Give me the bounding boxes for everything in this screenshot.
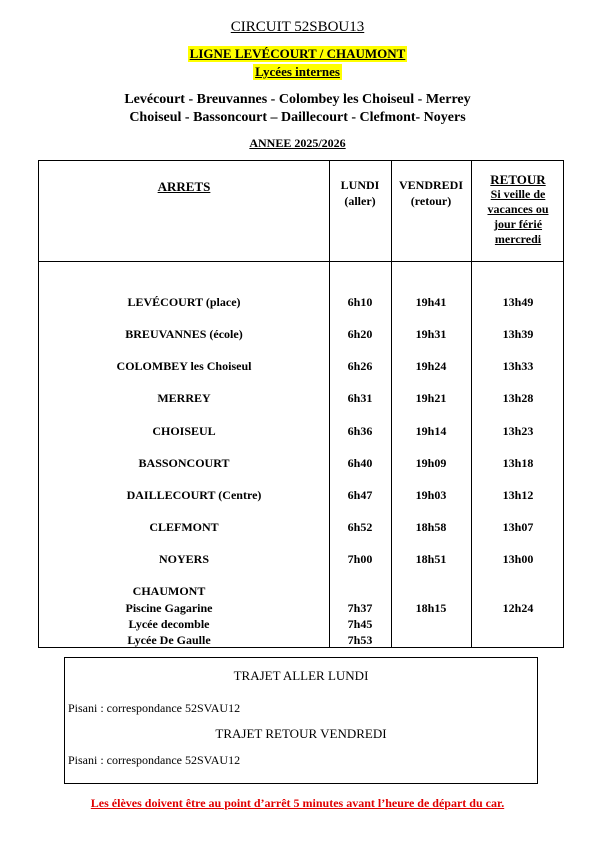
stop-name: COLOMBEY les Choiseul xyxy=(116,359,252,373)
line-audience: Lycées internes xyxy=(255,64,340,79)
arrival-warning: Les élèves doivent être au point d’arrêt 5 minutes avant l’heure de départ du car. xyxy=(90,796,505,810)
time-vendredi: 19h41 xyxy=(415,295,447,309)
time-lundi: 6h10 xyxy=(347,295,373,309)
time-retour: 13h12 xyxy=(502,488,534,502)
time-retour: 13h39 xyxy=(502,327,534,341)
time-vendredi: 18h51 xyxy=(415,552,447,566)
connections-box xyxy=(64,657,538,784)
time-retour-chaumont: 12h24 xyxy=(502,601,534,615)
time-lundi-decomble: 7h45 xyxy=(347,617,373,631)
line-name: LIGNE LEVÉCOURT / CHAUMONT xyxy=(189,46,406,61)
aller-title: TRAJET ALLER LUNDI xyxy=(233,668,369,683)
stop-sub-lycee-decomble: Lycée decomble xyxy=(128,617,210,631)
time-retour: 13h07 xyxy=(502,520,534,534)
header-lundi-label: LUNDI xyxy=(340,178,380,192)
header-retour-note-3: jour férié xyxy=(493,217,543,231)
time-lundi: 6h47 xyxy=(347,488,373,502)
school-year: ANNEE 2025/2026 xyxy=(249,136,346,150)
time-vendredi: 19h24 xyxy=(415,359,447,373)
time-lundi: 6h36 xyxy=(347,424,373,438)
time-vendredi: 19h14 xyxy=(415,424,447,438)
header-retour xyxy=(471,172,565,247)
stop-name: BREUVANNES (école) xyxy=(125,327,243,341)
stop-name: CLEFMONT xyxy=(149,520,219,534)
time-vendredi: 19h21 xyxy=(415,391,447,405)
table-row xyxy=(39,423,565,439)
time-retour: 13h49 xyxy=(502,295,534,309)
time-vendredi: 19h03 xyxy=(415,488,447,502)
line-heading xyxy=(0,45,595,63)
time-retour: 13h28 xyxy=(502,391,534,405)
stop-name-chaumont: CHAUMONT xyxy=(132,584,206,598)
time-vendredi: 19h09 xyxy=(415,456,447,470)
header-retour-note-2: vacances ou xyxy=(487,202,549,216)
table-row xyxy=(39,455,565,471)
table-row xyxy=(39,551,565,567)
header-retour-note-1: Si veille de xyxy=(490,187,546,201)
table-row xyxy=(39,390,565,406)
table-row xyxy=(39,487,565,503)
time-lundi: 7h00 xyxy=(347,552,373,566)
header-retour-label: RETOUR xyxy=(490,172,546,187)
schedule-table xyxy=(38,160,564,648)
time-lundi-piscine: 7h37 xyxy=(347,601,373,615)
stop-name: BASSONCOURT xyxy=(138,456,230,470)
header-stops: ARRETS xyxy=(157,179,211,194)
stop-name: DAILLECOURT (Centre) xyxy=(126,488,262,502)
time-vendredi-chaumont: 18h15 xyxy=(415,601,447,615)
time-retour: 13h18 xyxy=(502,456,534,470)
table-row xyxy=(39,294,565,310)
time-lundi: 6h26 xyxy=(347,359,373,373)
time-retour: 13h23 xyxy=(502,424,534,438)
circuit-title: CIRCUIT 52SBOU13 xyxy=(230,19,365,35)
aller-connection: Pisani : correspondance 52SVAU12 xyxy=(68,701,241,715)
header-vendredi-label: VENDREDI xyxy=(398,178,463,192)
time-lundi: 6h20 xyxy=(347,327,373,341)
time-vendredi: 18h58 xyxy=(415,520,447,534)
stop-sub-lycee-de-gaulle: Lycée De Gaulle xyxy=(127,633,211,647)
stop-name: LEVÉCOURT (place) xyxy=(127,295,241,309)
time-retour: 13h00 xyxy=(502,552,534,566)
table-row xyxy=(39,358,565,374)
retour-connection: Pisani : correspondance 52SVAU12 xyxy=(68,753,241,767)
header-lundi-sub: (aller) xyxy=(344,194,376,208)
stop-sub-piscine: Piscine Gagarine xyxy=(125,601,213,615)
time-vendredi: 19h31 xyxy=(415,327,447,341)
time-retour: 13h33 xyxy=(502,359,534,373)
header-lundi xyxy=(329,177,391,209)
time-lundi: 6h52 xyxy=(347,520,373,534)
time-lundi-de-gaulle: 7h53 xyxy=(347,633,373,647)
stop-name: CHOISEUL xyxy=(152,424,216,438)
time-lundi: 6h40 xyxy=(347,456,373,470)
route-line-1: Levécourt - Breuvannes - Colombey les Choiseul - Merrey xyxy=(124,92,471,107)
table-row xyxy=(39,519,565,535)
header-vendredi-sub: (retour) xyxy=(410,194,452,208)
header-divider xyxy=(39,261,563,262)
route-line-2: Choiseul - Bassoncourt – Daillecourt - Clefmont- Noyers xyxy=(129,110,466,125)
line-subheading xyxy=(0,63,595,81)
retour-title: TRAJET RETOUR VENDREDI xyxy=(215,726,387,741)
time-lundi: 6h31 xyxy=(347,391,373,405)
stop-name: MERREY xyxy=(157,391,211,405)
table-row xyxy=(39,326,565,342)
stop-name: NOYERS xyxy=(158,552,209,566)
header-vendredi xyxy=(391,177,471,209)
header-retour-note-4: mercredi xyxy=(494,232,542,246)
